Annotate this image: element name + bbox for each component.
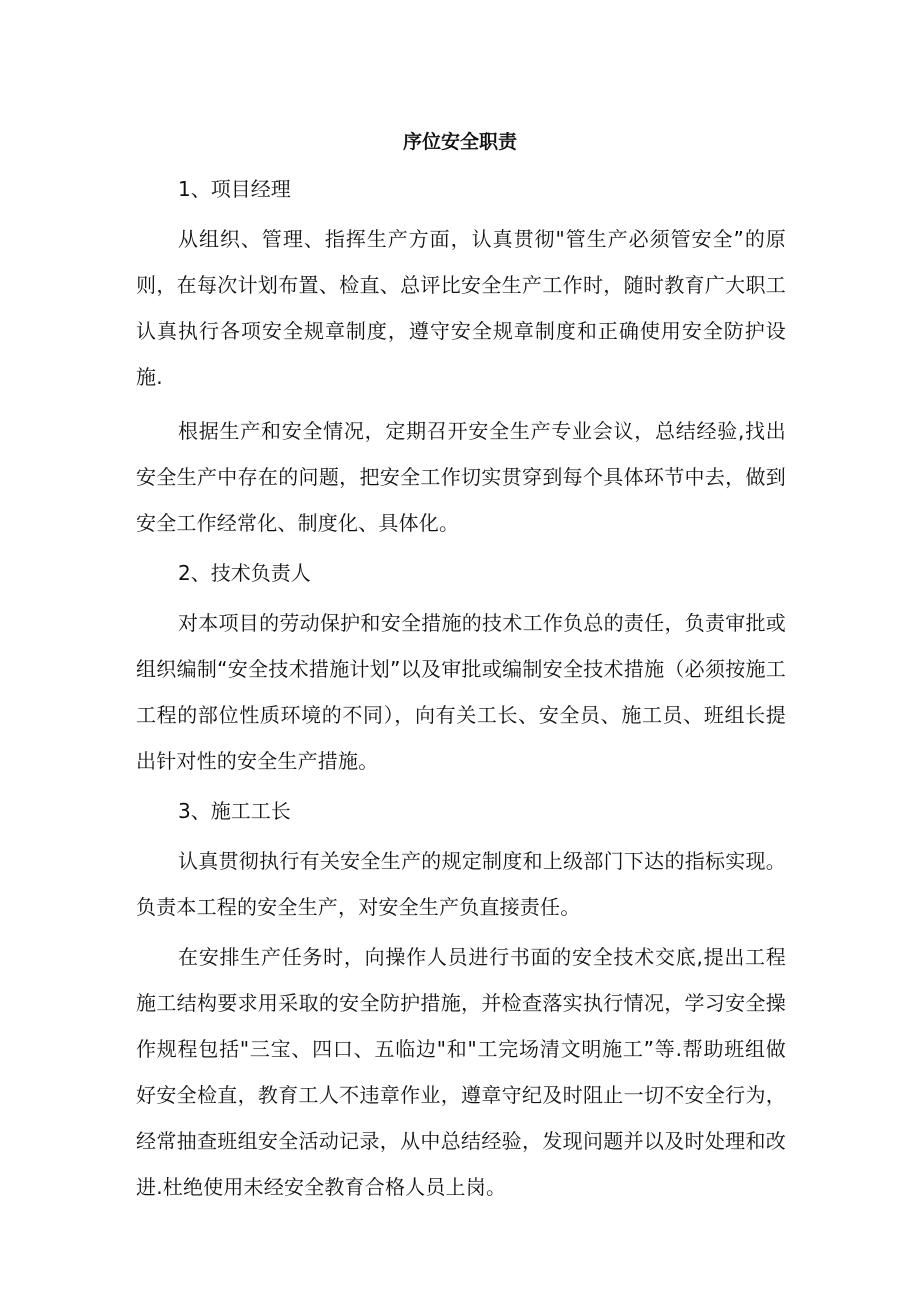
section-site-foreman [136,792,786,1210]
section-heading: 1、项目经理 [178,177,291,201]
paragraph: 在安排生产任务时，向操作人员进行书面的安全技术交底,提出工程施工结构要求用采取的安全防护措施，并检查落实执行情况，学习安全操作规程包括"三宝、四口、五临边"和"工完场清文明施工”等.帮助班组做好安全检直，教育工人不违章作业，遵章守纪及时阻止一切不安全行为，经常抽查班组安全活动记录，从中总结经验，发现问题并以及时处理和改进.杜绝使用未经安全教育合格人员上岗。 [136,945,786,1199]
paragraph: 从组织、管理、指挥生产方面，认真贯彻"管生产必须管安全”的原则，在每次计划布置、检直、总评比安全生产工作时，随时教育广大职工认真执行各项安全规章制度，遵守安全规章制度和正确使用安全防护设施. [136,227,786,389]
section-project-manager [136,170,786,546]
section-heading: 3、施工工长 [178,799,291,823]
paragraph: 认真贯彻执行有关安全生产的规定制度和上级部门下达的指标实现。负责本工程的安全生产，对安全生产负直接责任。 [136,849,786,919]
paragraph: 根据生产和安全情况，定期召开安全生产专业会议，总结经验,找出安全生产中存在的问题，把安全工作切实贯穿到每个具体环节中去，做到安全工作经常化、制度化、具体化。 [136,419,786,535]
page-title: 序位安全职责 [402,131,517,153]
section-heading: 2、技术负责人 [178,561,311,585]
section-technical-lead [136,554,786,784]
paragraph: 对本项目的劳动保护和安全措施的技术工作负总的责任，负责审批或组织编制“安全技术措施计划”以及审批或编制安全技术措施（必须按施工工程的部位性质环境的不同），向有关工长、安全员、施工员、班组长提出针对性的安全生产措施。 [136,611,786,773]
document-body [136,170,786,1218]
